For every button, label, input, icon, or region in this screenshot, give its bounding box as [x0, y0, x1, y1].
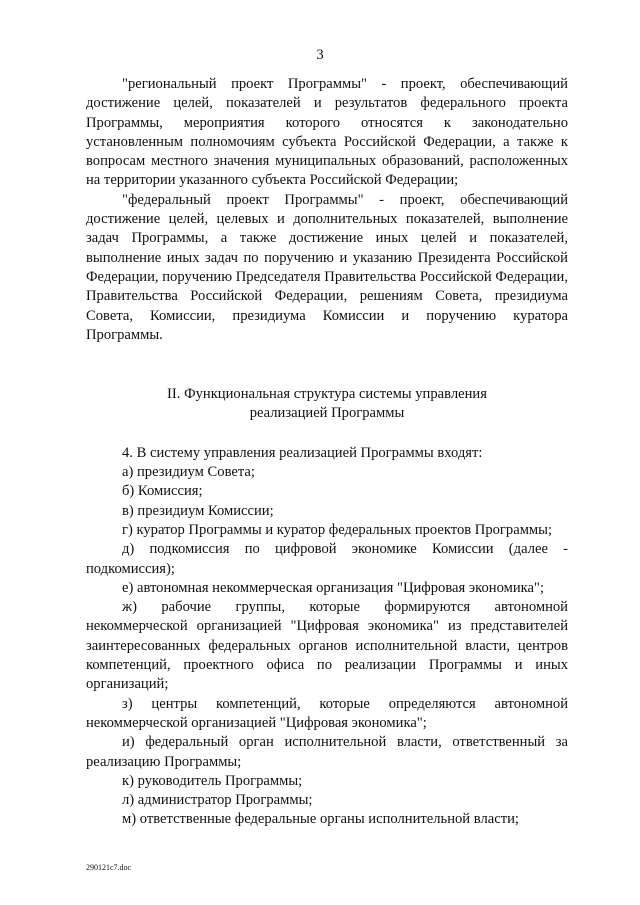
list-item-zh: ж) рабочие группы, которые формируются автономной некоммерческой организацией "Цифровая экономика" из представителей заинтересованных федеральных органов исполнительной власти, центров компетенций, проектного офиса по реализации Программы и иных организаций; — [86, 599, 568, 693]
list-item-e: е) автономная некоммерческая организация "Цифровая экономика"; — [122, 579, 545, 596]
list-item-l: л) администратор Программы; — [122, 792, 313, 809]
list-item-k: к) руководитель Программы; — [122, 772, 303, 789]
paragraph-federal-project: "федеральный проект Программы" - проект, обеспечивающий достижение целей, целевых и дополнительных показателей, выполнение задач Программы, а также достижение иных целей и показателей, выполнение иных задач по поручению и указанию Президента Российской Федерации, поручению Председателя Правительства Российской Федерации, Правительства Российской Федерации, решениям Совета, президиума Совета, Комиссии, президиума Комиссии и поручению куратора Программы. — [86, 191, 568, 343]
list-item-i: и) федеральный орган исполнительной власти, ответственный за реализацию Программы; — [86, 734, 568, 770]
page-number: 3 — [316, 47, 324, 63]
section-spacer — [86, 345, 568, 385]
list-item-z: з) центры компетенций, которые определяются автономной некоммерческой организацией "Цифровая экономика"; — [86, 695, 568, 731]
list-item-g: г) куратор Программы и куратор федеральных проектов Программы; — [122, 521, 553, 538]
file-name-footer: 290121c7.doc — [86, 863, 132, 872]
list-item-d: д) подкомиссия по цифровой экономике Комиссии (далее - подкомиссия); — [86, 541, 568, 577]
list-item-intro: 4. В систему управления реализацией Программы входят: — [122, 444, 483, 461]
list-item-m: м) ответственные федеральные органы исполнительной власти; — [122, 811, 519, 828]
document-body — [86, 75, 568, 830]
list-item-a: а) президиум Совета; — [122, 464, 255, 481]
paragraph-regional-project: "региональный проект Программы" - проект, обеспечивающий достижение целей, показателей и результатов федерального проекта Программы, мероприятия которого относятся к законодательно установленным полномочиям субъекта Российской Федерации, а также к вопросам местного значения муниципальных образований, расположенных на территории указанного субъекта Российской Федерации; — [86, 76, 568, 189]
section-spacer — [86, 424, 568, 444]
list-item-b: б) Комиссия; — [122, 483, 203, 500]
section-heading-line-1: II. Функциональная структура системы управления — [167, 386, 487, 403]
section-heading-line-2: реализацией Программы — [249, 405, 405, 422]
list-item-v: в) президиум Комиссии; — [122, 502, 274, 519]
